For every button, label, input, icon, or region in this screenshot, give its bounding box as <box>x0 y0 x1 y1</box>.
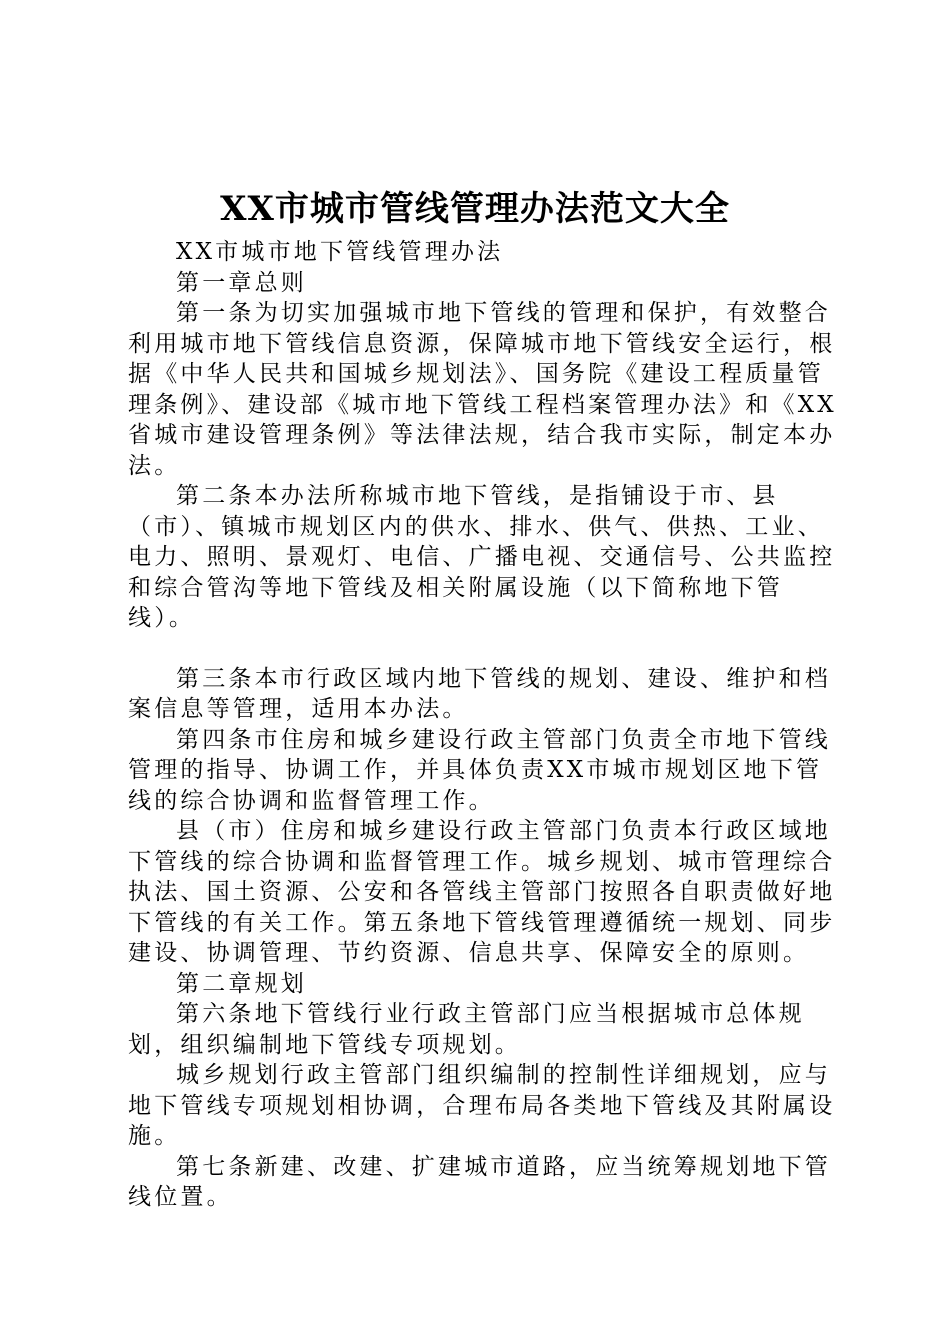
chapter-heading-2: 第二章规划 <box>176 970 307 997</box>
document-title: XX市城市管线管理办法范文大全 <box>220 189 730 229</box>
paragraph-article-7: 第七条新建、改建、扩建城市道路，应当统筹规划地下管线位置。 <box>128 1153 831 1210</box>
chapter-heading-1: 第一章总则 <box>176 269 307 296</box>
paragraph-article-6-planning: 城乡规划行政主管部门组织编制的控制性详细规划，应与地下管线专项规划相协调，合理布局各类地下管线及其附属设施。 <box>128 1062 836 1149</box>
paragraph-article-4-county: 县（市）住房和城乡建设行政主管部门负责本行政区域地下管线的综合协调和监督管理工作。城乡规划、城市管理综合执法、国土资源、公安和各管线主管部门按照各自职责做好地下管线的有关工作。第五条地下管线管理遵循统一规划、同步建设、协调管理、节约资源、信息共享、保障安全的原则。 <box>128 818 836 966</box>
paragraph-subtitle: XX市城市地下管线管理办法 <box>176 239 504 265</box>
paragraph-article-4: 第四条市住房和城乡建设行政主管部门负责全市地下管线管理的指导、协调工作，并具体负责XX市城市规划区地下管线的综合协调和监督管理工作。 <box>128 726 831 814</box>
paragraph-article-2: 第二条本办法所称城市地下管线，是指铺设于市、县（市）、镇城市规划区内的供水、排水、供气、供热、工业、电力、照明、景观灯、电信、广播电视、交通信号、公共监控和综合管沟等地下管线及相关附属设施（以下简称地下管线）。 <box>128 483 836 631</box>
document-body <box>128 237 840 1213</box>
paragraph-article-3: 第三条本市行政区域内地下管线的规划、建设、维护和档案信息等管理，适用本办法。 <box>128 665 831 722</box>
paragraph-article-1: 第一条为切实加强城市地下管线的管理和保护，有效整合利用城市地下管线信息资源，保障城市地下管线安全运行，根据《中华人民共和国城乡规划法》、国务院《建设工程质量管理条例》、建设部《城市地下管线工程档案管理办法》和《XX省城市建设管理条例》等法律法规，结合我市实际，制定本办法。 <box>128 300 837 479</box>
paragraph-article-6: 第六条地下管线行业行政主管部门应当根据城市总体规划，组织编制地下管线专项规划。 <box>128 1001 805 1058</box>
